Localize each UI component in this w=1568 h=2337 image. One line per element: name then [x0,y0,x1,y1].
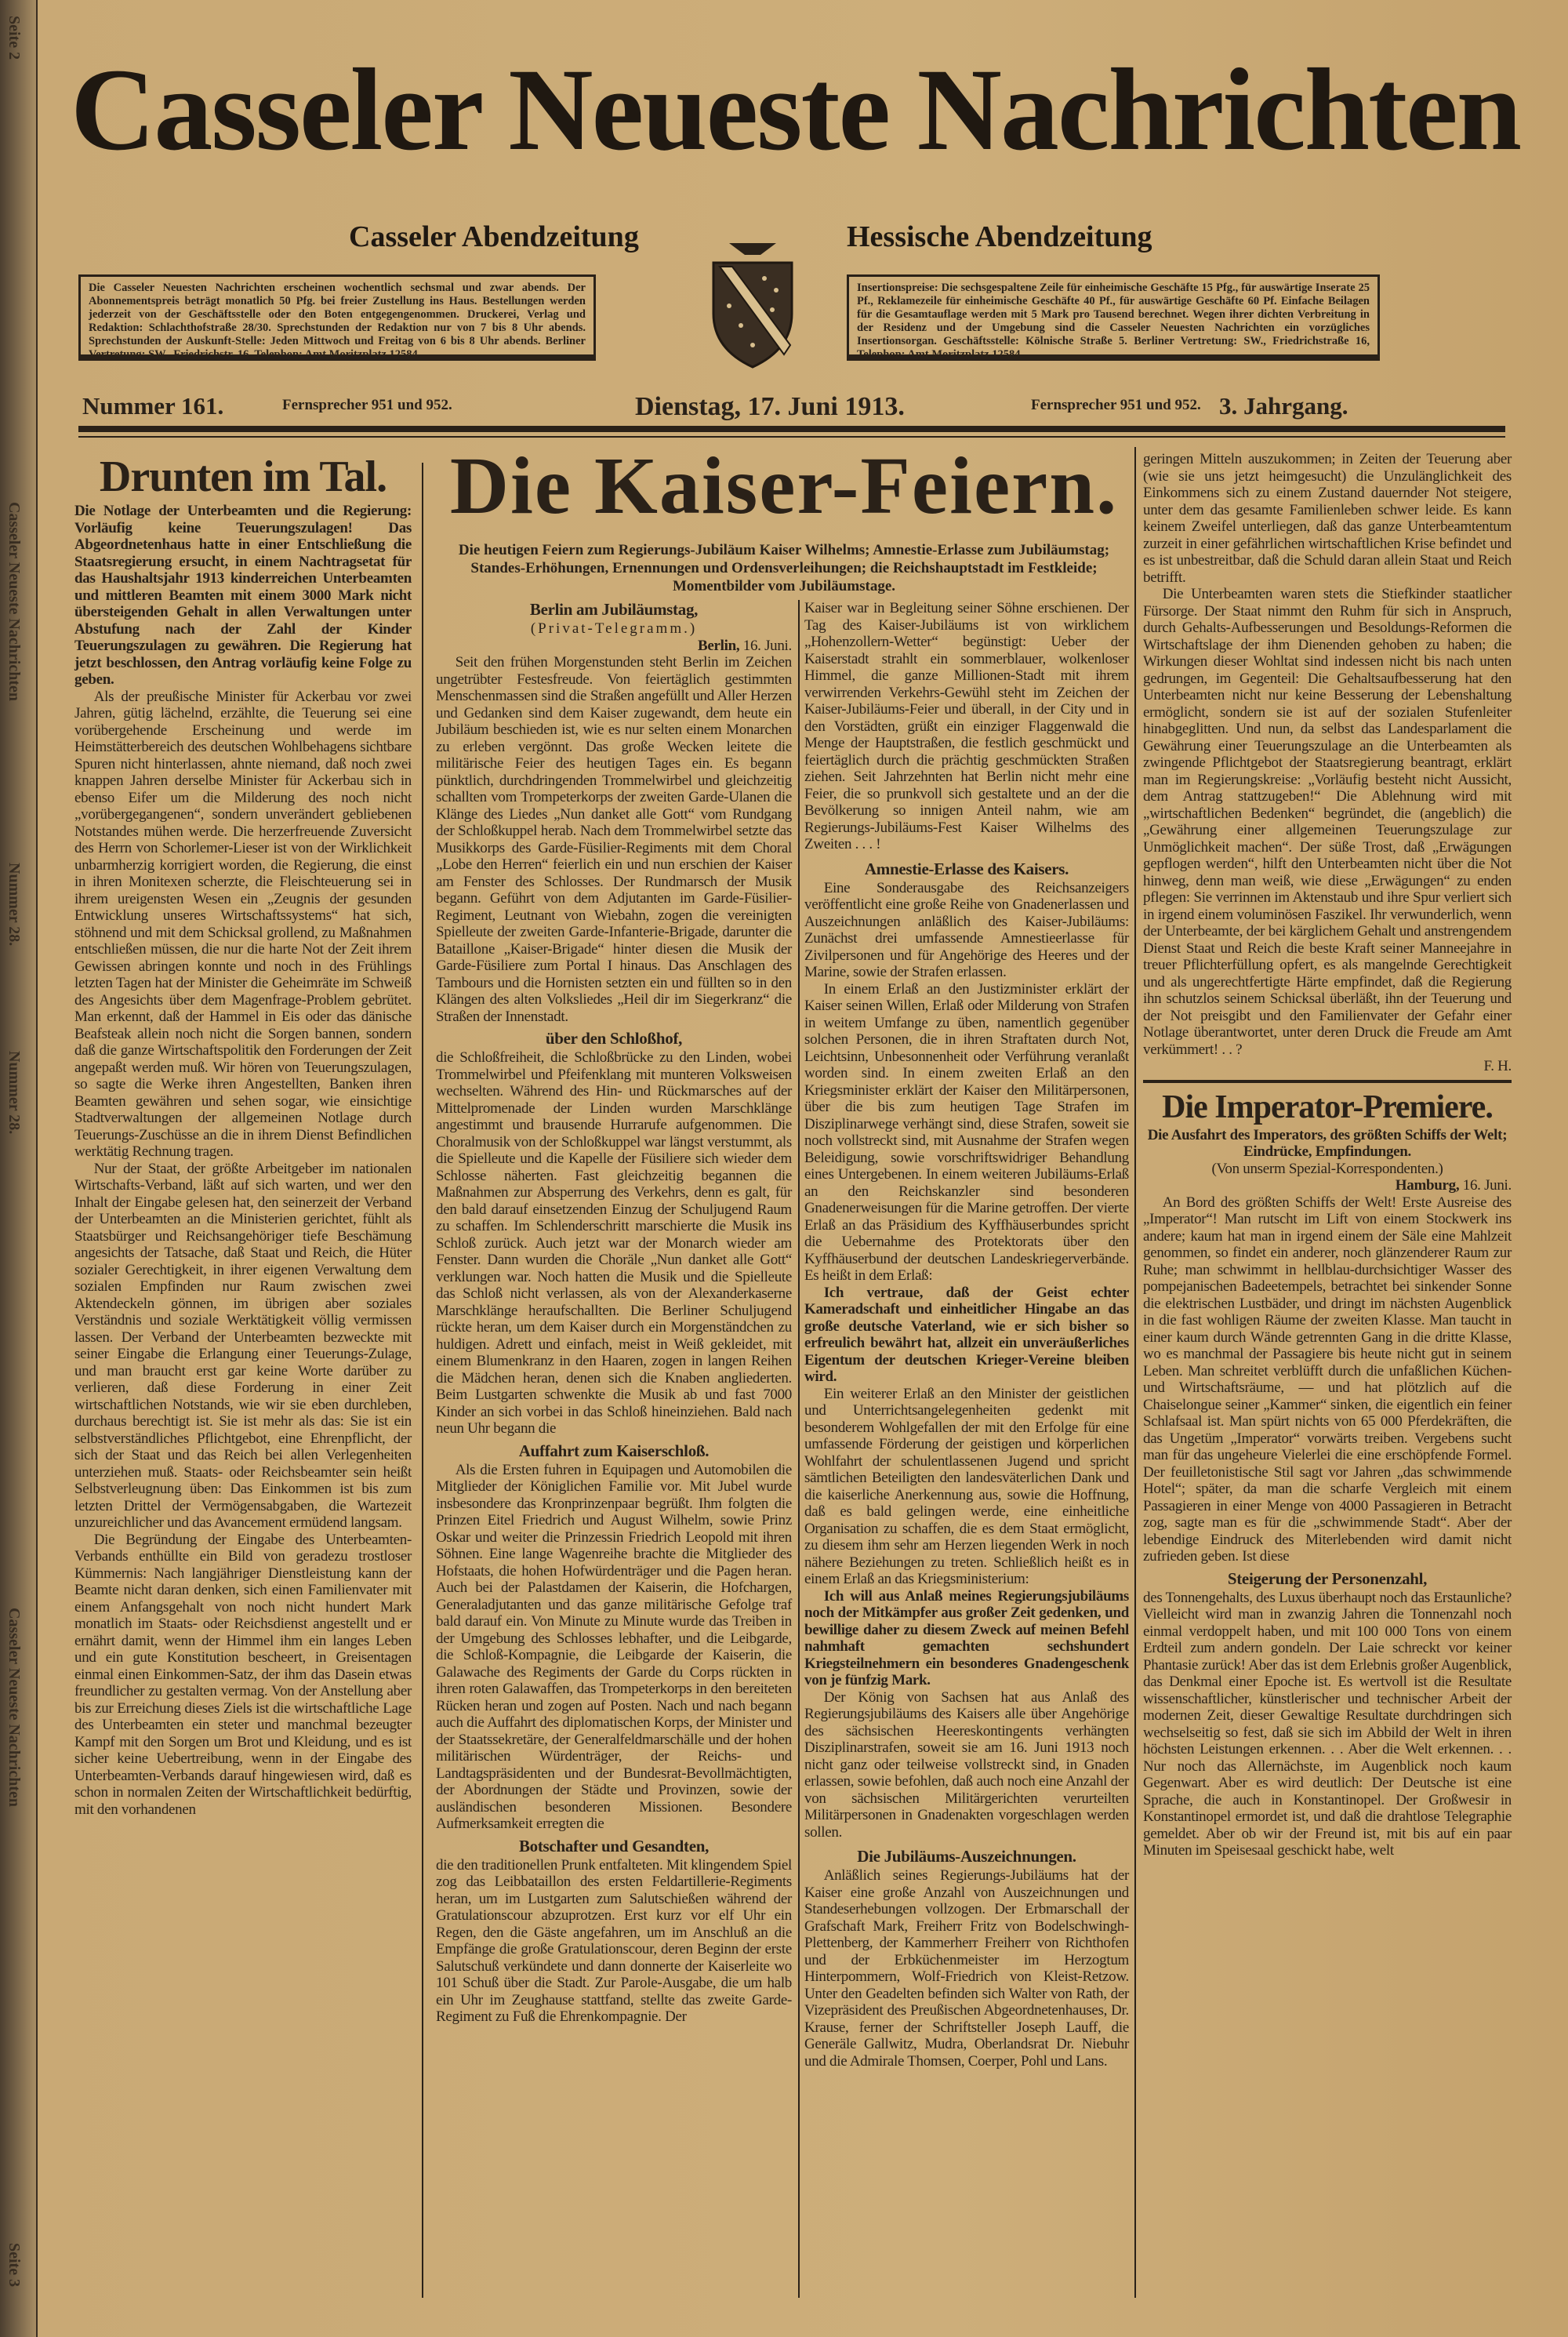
section-heading: Die Jubiläums-Auszeichnungen. [857,1847,1076,1866]
advertising-info-box: Insertionspreise: Die sechsgespaltene Zeile für einheimische Geschäfte 15 Pfg., für auswärtige Inserate 25 Pf., Reklamezeile für einheimische Geschäfte 40 Pf., für auswärtige Geschäfte 60 Pf. Einfache Beilagen für die Gesamtauflage werden mit 5 Mark pro Tausend berechnet. Wegen ihrer dichten Verbreitung in der Residenz und der Umgebung sind die Casseler Neuesten Nachrichten ein vorzügliches Insertionsorgan. Geschäftsstelle: Kölnische Straße 5. Berliner Vertretung: SW., Friedrichstraße 16, Telephon: Amt Moritzplatz 12584 [847,274,1380,361]
subscription-info-box: Die Casseler Neuesten Nachrichten erscheinen wochentlich sechsmal und zwar abends. Der Abonnementspreis beträgt monatlich 50 Pfg. bei freier Zustellung ins Haus. Bestellungen werden jederzeit von der Geschäftsstelle oder den Boten entgegengenommen. Druckerei, Verlag und Redaktion: Schlachthofstraße 28/30. Sprechstunden der Redaktion nur von 7 bis 8 Uhr abends. Sprechstunden der Auskunft-Stelle: Jeden Mittwoch und Freitag von 6 bis 8 Uhr abends. Berliner Vertretung: SW., Friedrichstr. 16, Telephon: Amt Moritzplatz 12584. [78,274,596,361]
article-lead: Die Notlage der Unterbeamten und die Regierung: Vorläufig keine Teuerungszulagen! Das Abgeordnetenhaus hatte in einer Entschließung die Staatsregierung ersucht, in einem Nachtragsetat für das Haushaltsjahr 1913 kinderreichen Unterbeamten und mittleren Beamten mit einem 3000 Mark nicht übersteigenden Gehalt in allen Verwaltungen unter Abstufung nach der Zahl der Kinder Teuerungszulagen zu gewähren. Die Regierung hat jetzt beschlossen, den Antrag vorläufig keine Folge zu geben. [74,503,412,688]
column-divider [1134,447,1136,2298]
masthead-title: Casseler Neueste Nachrichten [71,45,1521,175]
quote: Ich will aus Anlaß meines Regierungsjubiläums noch der Mitkämpfer aus großer Zeit gedenken, und bewillige daher zu diesem Zweck auf meinen Befehl nahmhaft gemachten sechshundert Kriegsteilnehmern ein besonderes Gnadengeschenk von je fünfzig Mark. [804,1587,1129,1688]
subtitle-left: Casseler Abendzeitung [349,220,639,253]
header-rule [78,436,1505,438]
adjacent-page-edge [0,0,38,2337]
volume: 3. Jahrgang. [1219,392,1348,420]
article-kaiser-continued [804,600,1129,2070]
paragraph: Seit den frühen Morgenstunden steht Berlin im Zeichen ungetrübter Festesfreude. Von feiertäglich gestimmten Menschenmassen sind die Straßen angefüllt und Aller Herzen und Gedanken sind dem Kaiser zugewandt, dem heute ein Jubiläum beschieden ist, wie es nur selten einem Monarchen zu erleben vergönnt. Das große Wecken leitete die militärische Feier des heutigen Tages ein. Es begann pünktlich, durchdringenden Trommelwirbel und gleichzeitig schallten vom Trompeterkorps der zweiten Garde-Ulanen die Klänge des Liedes „Nun danket alle Gott“ vom Rundgang der Schloßkuppel herab. Nach dem Trommelwirbel setzte das Musikkorps des Garde-Füsilier-Regiments mit dem Choral „Lobe den Herren“ feierlich ein und nun erschien der Kaiser am Fenster des Schlosses. Der Rundmarsch der Musik begann. Geführt von dem Adjutanten im Garde-Füsilier-Regiment, Leutnant von Wiebahn, zogen die vereinigten Spielleute der zweiten Garde-Infanterie-Brigade, darunter die Bataillone „Kaiser-Brigade“ hinter diesen die Musik der Garde-Füsiliere zum Portal I hinaus. Das Anschlagen des Tambours und die Hornisten setzten ein und füllten so in den Klängen des alten Volksliedes „Heil dir im Siegerkranz“ die Straßen der Innenstadt. [436,654,792,1025]
author-signature: F. H. [1483,1058,1512,1074]
paragraph: Nur der Staat, der größte Arbeitgeber im nationalen Wirtschafts-Verband, läßt auf sich warten, und wer den Inhalt der Eingabe gelesen hat, den seinerzeit der Verband der Unterbeamten an die Ministerien gerichtet, fühlt als Staatsbürger und Reichsangehöriger tiefe Beschämung angesichts der Tatsache, daß Staat und Reich, die Hüter sozialer Gerechtigkeit, in ihrer eigenen Verwaltung dem sozialen Empfinden nur Raum zwischen zwei Aktendeckeln gönnen, im übrigen aber soziales Verständnis und soziale Werktätigkeit völlig vermissen lassen. Der Verband der Unterbeamten bezweckte mit seiner Eingabe die Erlangung einer Teuerungs-Zulage, und man braucht erst gar keine Worte darüber zu verlieren, daß diese Forderung in einer Zeit wirtschaftlichen Notstands, wie wir sie eben durchleben, durchaus berechtigt ist. Sie ist mehr als das: Sie ist ein selbstverständliches Pflichtgebot, eine Ehrenpflicht, der sich der Staat und das Reich bei allen Verlegenheiten unterziehen muß. Staats- oder Reichsbeamter sein heißt Selbstverleugnung üben: Das Einkommen ist bis zum letzten Drittel der Vermögensabgaben, die Wartezeit unzureichlicher und das Avancement ermüdend langsam. [74,1160,412,1531]
section-heading: Berlin am Jubiläumstag, [529,600,699,619]
quote: Ich vertraue, daß der Geist echter Kameradschaft und einheitlicher Hingabe an das große deutsche Vaterland, wie er sich bisher so erfreulich bewährt hat, allzeit ein unveräußerliches Eigentum der deutschen Krieger-Vereine bleiben wird. [804,1284,1129,1385]
section-heading: Botschafter und Gesandten, [518,1836,710,1855]
article-divider [1143,1080,1512,1083]
article-drunten-im-tal [74,451,412,1818]
paragraph: Als der preußische Minister für Ackerbau vor zwei Jahren, gütig lächelnd, erzählte, die Teuerung sei eine vorübergehende Erscheinung und werde im Heimstätterbereich des deutschen Wohlbehagens sichtbare Spuren nicht hinterlassen, ahnte niemand, daß noch zwei knappen Jahren derselbe Minister für Ackerbau sich in ebenso Eifer um die Milderung des noch nicht „vorübergegangenen“, sondern unverändert gebliebenen Notstandes mühen werde. Die herzerfreuende Zuversicht des Herrn von Schorlemer-Lieser ist von der Wirklichkeit unbarmherzig korrigiert worden, die Regierung, die einst in ihren Monitexen scherzte, die Fleischteuerung sei in ihrem ureigensten Wesen ein „Zeugnis der gesunden Entwicklung unseres Wirtschaftssystems“ hat sich, stöhnend und mit dem Schicksal grollend, zu Maßnahmen entschließen müssen, die nur die harte Not der Zeit ihrem Gewissen abringen konnte und noch in des Frühlings letzten Tagen hat der Minister die Geheimräte im Schweiß des Angesichts über dem Magenfrage-Problem gebrütet. Man erkennt, daß der Hammel in Eis oder das dänische Beafsteak allein noch nicht die Sorgen bannen, sondern daß die ganze Wirtschaftspolitik den Forderungen der Zeit angepaßt werden muß. Wir hören von Teuerungszulagen, so sagte die Werke ihren Angestellten, Banken ihren Beamten gewähren und sehen sogar, wie einsichtige Stadtverwaltungen der allgemeinen Notlage durch Teuerungs-Zuschüsse an die in ihrem Dienst Befindlichen werktätig Rechnung tragen. [74,688,412,1160]
section-heading: Steigerung der Personenzahl, [1227,1568,1428,1588]
edge-title: Casseler Neueste Nachrichten [5,1608,23,1808]
section-heading: Auffahrt zum Kaiserschloß. [518,1441,710,1460]
paragraph: Als die Ersten fuhren in Equipagen und Automobilen die Mitglieder der Königlichen Familie vor. Mit Jubel wurde insbesondere das Kronprinzenpaar begrüßt. Ihm folgten die Prinzen Eitel Friedrich und August Wilhelm, sowie Prinz Oskar und weiter die Prinzessin Friedrich Leopold mit ihren Söhnen. Eine lange Wagenreihe brachte die Mitglieder des Hofstaats, die hohen Hofwürdenträger und die Pagen heran. Auch bei der Palastdamen der Kaiserin, die Hofchargen, Generaladjutanten und das ganze militärische Gefolge traf bald darauf ein. Von Minute zu Minute wurde das Treiben in der Umgebung des Schlosses lebhafter, und die Leibgarde, die Schloß-Kompagnie, die Leibgarde der Kaiserin, die Galawache des Regiments der Garde du Corps rückten in ihren roten Galawaffen, das Trompeterkorps in den bereiteten Rücken heran und zogen auf Posten. Nach und nach begann auch die Auffahrt des diplomatischen Korps, der Minister und der Staatssekretäre, der Generalfeldmarschälle und der hohen militärischen Würdenträger, der Reichs- und Landtagspräsidenten und der Bundesrat-Bevollmächtigten, der Abordnungen der Städte und Provinzen, sowie der ausländischen besonderen Missionen. Besondere Aufmerksamkeit erregten die [436,1461,792,1832]
section-heading: Amnestie-Erlasse des Kaisers. [864,859,1069,878]
coat-of-arms-icon [706,235,800,369]
issue-number: Nummer 161. [82,392,224,420]
subtitle-right: Hessische Abendzeitung [847,220,1152,253]
column-divider [798,600,800,2298]
paragraph: In einem Erlaß an den Justizminister erklärt der Kaiser seinen Willen, Erlaß oder Milderung von Strafen in weitem Umfange zu üben, namentlich gegenüber solchen Personen, die in ihren Straftaten durch Not, Leichtsinn, Unbesonnenheit oder Verführung veranlaßt worden sind. In einem zweiten Erlaß an den Kriegsminister erklärt der Kaiser den Militärpersonen, über die bis zum heutigen Tage Strafen im Disziplinarwege verhängt sind, diese Strafen, soweit sie noch vollstreckt sind, mit Ausnahme der Strafen wegen Beleidigung, sowie vorschriftswidriger Behandlung eines Untergebenen. In einem weiteren Jubiläums-Erlaß an den Reichskanzler sind besonderen Gnadenerweisungen für die Marine getroffen. Der vierte Erlaß an das Präsidium des Kyffhäuserbundes spricht die Uebernahme des Protektorats über den Kyffhäuserbund der deutschen Landeskriegerverbände. Es heißt in dem Erlaß: [804,980,1129,1284]
dateline [82,392,1439,423]
dateline-date: 16. Juni. [1462,1177,1512,1194]
edge-page-number: Seite 2 [5,16,23,60]
phone-left: Fernsprecher 951 und 952. [282,397,452,413]
edge-issue: Nummer 28. [5,1051,23,1135]
article-deck: Die Ausfahrt des Imperators, des größten Schiffs der Welt; Eindrücke, Empfindungen. [1147,1126,1508,1160]
article-headline: Die Imperator-Premiere. [1162,1089,1493,1125]
paragraph: die Schloßfreiheit, die Schloßbrücke zu den Linden, wobei Trommelwirbel und Pfeifenklang mit munteren Volksweisen wechselten. Während des Hin- und Rückmarsches auf der Mittelpromenade der Linden wurden Marschklänge angestimmt und brausende Hurrarufe aufgenommen. Die Choralmusik von der Schloßkuppel war längst verstummt, als die Spielleute und die Kapelle der Füsiliere sich wieder dem Schlosse näherten. Fast gleichzeitig begannen die Maßnahmen zur Absperrung des Verkehrs, denn es galt, für den bald darauf einsetzenden Einzug der Schuljugend Raum zu schaffen. Im Schlenderschritt marschierte die Musik ins Schloß zurück. Auch jetzt war der Monarch wieder am Fenster. Dann wurden die Choräle „Nun danket alle Gott“ verklungen war. Noch hatten die Musik und die Spielleute das Schloß nicht verlassen, als von der Alexanderkaserne Marschklänge heraufschallten. Die Berliner Schuljugend rückte heran, um dem Kaiser durch ein Morgenständchen zu huldigen. Adrett und einfach, meist in Weiß gekleidet, mit einem Blumenkranz in den Haaren, zogen in langen Reihen die Mädchen heran, denen sich die Knaben angliederten. Beim Lustgarten schwenkte die Musik ab und fast 7000 Kinder an sich vorbei in das Schloß hineinziehen. Bald nach neun Uhr begann die [436,1049,792,1437]
paragraph: Die Begründung der Eingabe des Unterbeamten-Verbands enthüllte ein Bild von geradezu trostloser Kümmernis: Nach langjähriger Dienstleistung kann der Beamte nicht daran denken, sich einen Familienvater mit einem Anfangsgehalt von noch nicht hundert Mark monatlich im Staats- oder Reichsdienst angestellt und er ernährt damit, wenn der Himmel ihm ein langes Leben und ein gute Konstitution bescheert, in Greisentagen einmal einen Einkommen-Satz, der ihm das Dasein etwas freundlicher zu gestalten vermag. Von der Anstellung aber bis zur Erreichung dieses Ziels ist die wirtschaftliche Lage des Unterbeamten ein steter und manchmal bezeugter Kampf mit den Sorgen um Brot und Kleidung, und es ist sicher keine Uebertreibung, wenn in der Eingabe des Unterbeamten-Verbands darauf hingewiesen wird, daß es schon in normalen Zeiten der Wirtschaftlichkeit bedürftig, mit den vorhandenen [74,1531,412,1818]
main-headline: Die Kaiser-Feiern. [449,441,1119,531]
issue-date: Dienstag, 17. Juni 1913. [635,392,905,421]
edge-title: Casseler Neueste Nachrichten [5,502,23,702]
dateline-date: 16. Juni. [742,637,792,654]
article-berlin-jubilaeumstag [436,600,792,2026]
edge-page-number: Seite 3 [5,2243,23,2288]
paragraph: geringen Mitteln auszukommen; in Zeiten der Teuerung aber (wie sie uns jetzt heimgesucht) die Unzulänglichkeit des Einkommens sich zu einem Zustand dauernder Not steigere, unter dem das gesamte Familienleben schwer leide. Es kann keinem Zweifel unterliegen, daß das ganze Unterbeamtentum zurzeit in einer gefährlichen wirtschaftlichen Krise befindet und es ist unbestreitbar, daß die Schuld daran allein Staat und Reich betrifft. [1143,451,1512,586]
dateline-place: Hamburg, [1395,1177,1460,1194]
source-line: (Von unserm Spezial-Korrespondenten.) [1211,1160,1443,1177]
main-deck: Die heutigen Feiern zum Regierungs-Jubiläum Kaiser Wilhelms; Amnestie-Erlasse zum Jubiläumstag; Standes-Erhöhungen, Ernennungen und Ordensverleihungen; die Reichshauptstadt im Festkleide; Momentbilder vom Jubiläumstage. [458,542,1110,594]
section-heading: über den Schloßhof, [545,1029,683,1048]
paragraph: Der König von Sachsen hat aus Anlaß des Regierungsjubiläums des Kaisers alle über Angehörige des sächsischen Heereskontingents verhängten Disziplinarstrafen, soweit sie am 16. Juni 1913 noch nicht ganz oder teilweise vollstreckt sind, in Gnaden erlassen, sowie befohlen, daß auch noch eine Anzahl der von sächsischen Militärgerichten verurteilten Militärpersonen in Gnadenakten vorgeschlagen werden sollen. [804,1688,1129,1841]
column-divider [422,463,423,2298]
paragraph: Anläßlich seines Regierungs-Jubiläums hat der Kaiser eine große Anzahl von Auszeichnungen und Standeserhebungen vollzogen. Der Erbmarschall der Grafschaft Mark, Freiherr Fritz von Bodelschwingh-Plettenberg, der Kammerherr Freiherr von Richthofen und der Erbküchenmeister im Herzogtum Hinterpommern, Wolf-Friedrich von Kleist-Retzow. Unter den Geadelten befinden sich Walter von Rath, der Vizepräsident des Preußischen Abgeordnetenhauses, Dr. Krause, ferner der Schriftsteller Joseph Lauff, die Generäle Gallwitz, Mudra, Oberlandsrat Dr. Niebuhr und die Admirale Thomsen, Coerper, Pohl und Lans. [804,1867,1129,2070]
header-rule [78,426,1505,432]
paragraph: die den traditionellen Prunk entfalteten. Mit klingendem Spiel zog das Leibbataillon des ersten Feldartillerie-Regiments heran, um im Lustgarten zum Salutschießen während der Gratulationscour abzuprotzen. Erst kurz vor elf Uhr ein Regen, den die Gäste angefahren, um im Anschluß an die Empfänge die große Gratulationscour, deren Beginn der erste Salutschuß verkündete und dann donnerte der Kaiserleite wo 101 Schuß über die Stadt. Zur Parole-Ausgabe, die um halb ein Uhr im Zeughause stattfand, stellte das zweite Garde-Regiment zu Fuß die Ehrenkompagnie. Der [436,1856,792,2025]
article-col4 [1143,451,1512,1859]
paragraph: Die Unterbeamten waren stets die Stiefkinder staatlicher Fürsorge. Der Staat nimmt den Ruhm für sich in Anspruch, durch Gehalts-Aufbesserungen und Besoldungs-Reformen die Wirtschaftslage der ihm Dienenden gehoben zu haben; die Wirkungen dieser Wohltat sind indessen nicht bis nach unten gedrungen, im Gegenteil: Die Gehaltsaufbesserung hat den Unterbeamten nicht nur keine Besserung der Lebenshaltung ermöglicht, sondern sie ist auf der sozialen Stufenleiter hinabgeglitten. Und nun, da selbst das Landesparlament die Gewährung einer Teuerungszulage an die Unterbeamten als zwingende Pflichtgebot der Staatsregierung beantragt, erklärt man im Regierungskreise: „Vorläufig besteht nicht Aussicht, dem Antrag stattzugeben!“ Die Ablehnung wird mit „wirtschaftlichen Bedenken“ begründet, die (angeblich) die „Gewährung einer allgemeinen Teuerungszulage zur Unmöglichkeit machen“. Der süße Trost, daß „Erwägungen gepflogen werden“, hilft den Unterbeamten nicht über die Not hinweg, denn man weiß, wie diese „Erwägungen“ zu enden pflegen: Sie verrinnen im Aktenstaub und ihre Spur verliert sich in irgend einem voluminösen Faszikel. Ihr verwunderlich, wenn der Unterbeamte, der bei kärglichem Gehalt und anstrengendem Dienst Staat und Reich die beste Kraft seiner Manneejahre in treuer Pflichterfüllung opfert, es als mangelnde Gerechtigkeit und als ungerechtfertigte Härte empfindet, daß die Regierung ihn schutzlos seinem Schicksal überläßt, ihn der Teuerung und der Not preisgibt und den Familienvater der Gefahr einer Notlage überantwortet, unter deren Druck die Freude am Amt verkümmert! . . ? [1143,586,1512,1058]
paragraph: Eine Sonderausgabe des Reichsanzeigers veröffentlicht eine große Reihe von Gnadenerlassen und Auszeichnungen anläßlich des Kaiser-Jubiläums: Zunächst drei umfassende Amnestieerlasse für Zivilpersonen und für Angehörige des Heeres und der Marine, sowie der Strafen erlassen. [804,879,1129,980]
paragraph: des Tonnengehalts, des Luxus überhaupt noch das Erstaunliche? Vielleicht wird man in zwanzig Jahren die Tonnenzahl noch einmal verdoppelt haben, und mit 100 000 Tons von einem Erdteil zum andern gondeln. Der Laie schreckt vor keiner Phantasie zurück! Aber das ist dem Erlebnis großer Augenblick, das Denkmal einer Epoche ist. Es wertvoll ist die Resultate wissenschaftlicher, künstlerischer und technischer Arbeit der modernen Zeit, dieser Gewaltige Resultate durchdringen sich wechselseitig so fest, daß sie sich im Abbild der Welt in ihren höchsten Leistungen erkennen. . . Aber die Welt erkennen. . . Nur noch das Allernächste, im Augenblick noch kaum Gegenwart. Aber es wird deutlich: Der Deutsche ist eine Sprache, die auch in Konstantinopel. Der Großwesir in Konstantinopel ermordet ist, und daß die drahtlose Telegraphie gemeldet. Aber ob wir der Freund ist, mit bis auf ein paar Minuten im Speisesaal geschickt habe, welt [1143,1589,1512,1859]
edge-issue: Nummer 28. [5,863,23,947]
paragraph: Ein weiterer Erlaß an den Minister der geistlichen und Unterrichtsangelegenheiten gedenkt mit besonderem Wohlgefallen der mit den Erfolge für eine umfassende Förderung der geistigen und körperlichen Wohlfahrt der schulentlassenen Jugend und spricht sämtlichen Beteiligten den landesväterlichen Dank und die kaiserliche Anerkennung aus, sowie die Hoffnung, daß es bald gelingen werde, eine einheitliche Organisation zu schaffen, die es dem Staat ermöglicht, zu diesem ihm sehr am Herzen liegenden Werk in noch nähere Beziehungen zu treten. Schließlich heißt es in einem Erlaß an das Kriegsministerium: [804,1385,1129,1587]
paragraph: An Bord des größten Schiffs der Welt! Erste Ausreise des „Imperator“! Man rutscht im Lift von einem Stockwerk ins andere; kaum hat man in irgend einem der Säle eine Mahlzeit genommen, so findet ein anderer, noch glänzenderer Raum zur Ruhe; man schwimmt in hellblau-durchsichtiger Wasser des pompejanischen Badeetempels, betrachtet bei sinkender Sonne die elektrischen Lustbäder, und dringt im nächsten Augenblick in die fast wohligen Räume der zweiten Klasse. Man taucht in einer kaum durch Wände getrennten Gang in die dritte Klasse, wo es manchmal der Passagiere bis heute nicht gut in seinem Leben. Man schreitet verblüfft durch die unfaßlichen Küchen- und Wirtschaftsräume, — und hat plötzlich auf die Chaiselongue seiner „Kammer“ sinken, die eigentlich ein feiner Schlafsaal ist. Man spürt nichts von 65 000 Pferdekräften, die das Ungetüm „Imperator“ vorwärts treiben. Vergebens sucht man für das ungeheure Vielerlei die eine erschöpfende Formel. Der feuilletonistische Stil sagt vor Jahren „das schwimmende Hotel“; später, da man die scharfe Vergleich mit einem Passagieren in einer Menge von 4000 Passagieren in Betracht zog, sagte man es für die „schwimmende Stadt“. Aber der lebendige Eindruck des Miterlebenden wird damit nicht zufrieden geben. Ist diese [1143,1194,1512,1565]
article-headline: Drunten im Tal. [99,452,387,501]
paragraph: Kaiser war in Begleitung seiner Söhne erschienen. Der Tag des Kaiser-Jubiläums ist von wirklichem „Hohenzollern-Wetter“ begünstigt: Ueber der Kaiserstadt strahlt ein sommerblauer, wolkenloser Himmel, die ganze Millionen-Stadt mit ihrem verwirrenden Verkehrs-Gewühl steht im Zeichen der Kaiser-Jubiläums-Feier und überall, in der City und in den Vorstädten, grüßt ein einziger Flaggenwald die Menge der Hauptstraßen, die festlich geschmückt und feiertäglich durch die prächtig geschmückten Straßen ziehen. Seit Jahrzehnten hat Berlin nicht mehr eine Feier, die so prunkvoll sich gestaltete und an der die Bevölkerung so innigen Anteil nahm, wie am Regierungs-Jubiläums-Fest Kaiser Wilhelms des Zweiten . . . ! [804,600,1129,852]
dateline-place: Berlin, [697,637,740,654]
source-line: (Privat-Telegramm.) [530,620,698,637]
phone-right: Fernsprecher 951 und 952. [1031,397,1201,413]
